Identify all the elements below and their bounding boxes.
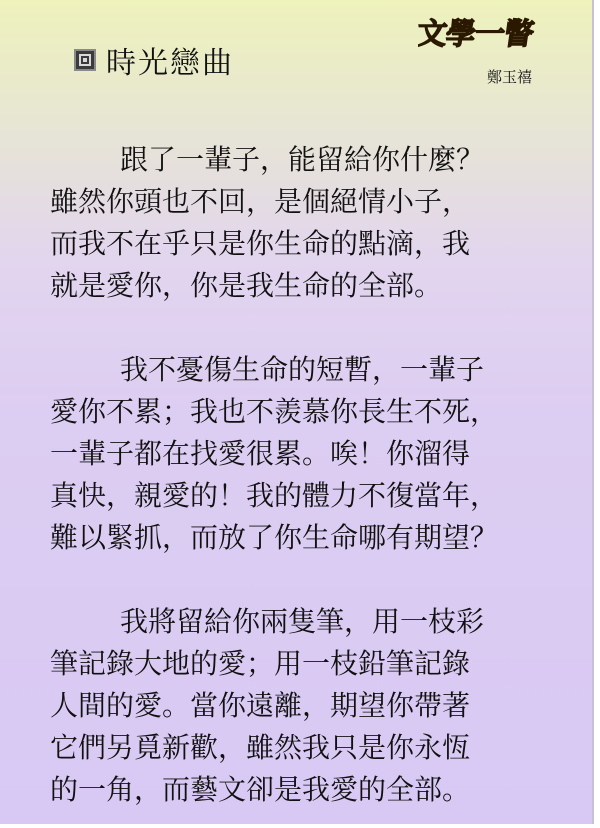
text-line: 它們另覓新歡，雖然我只是你永恆 bbox=[50, 731, 471, 764]
page-title: 時光戀曲 bbox=[106, 46, 234, 81]
text-line: 的一角，而藝文卻是我愛的全部。 bbox=[50, 773, 471, 806]
poem-body bbox=[50, 139, 590, 824]
text-line: 我不憂傷生命的短暫，一輩子 bbox=[120, 353, 485, 386]
text-line: 跟了一輩子，能留給你什麼？ bbox=[120, 143, 485, 176]
paragraph-1 bbox=[50, 139, 590, 307]
title-row bbox=[74, 38, 234, 82]
logo-text: 文學一瞥 bbox=[418, 17, 536, 52]
text-line: 雖然你頭也不回，是個絕情小子， bbox=[50, 185, 471, 218]
text-line: 真快，親愛的！我的體力不復當年， bbox=[50, 479, 499, 512]
text-line: 愛你不累；我也不羨慕你長生不死， bbox=[50, 395, 499, 428]
text-line: 難以緊抓，而放了你生命哪有期望？ bbox=[50, 521, 499, 554]
paragraph-2 bbox=[50, 349, 590, 559]
text-line: 就是愛你，你是我生命的全部。 bbox=[50, 269, 443, 302]
calligraphy-logo-graphic bbox=[418, 12, 538, 52]
text-line: 而我不在乎只是你生命的點滴，我 bbox=[50, 227, 471, 260]
text-line: 筆記錄大地的愛；用一枝鉛筆記錄 bbox=[50, 647, 471, 680]
calligraphy-logo bbox=[418, 12, 538, 52]
text-line: 一輩子都在找愛很累。唉！你溜得 bbox=[50, 437, 471, 470]
square-spiral-icon bbox=[74, 49, 96, 71]
text-line: 人間的愛。當你遠離，期望你帶著 bbox=[50, 689, 471, 722]
text-line: 我將留給你兩隻筆，用一枝彩 bbox=[120, 605, 485, 638]
paragraph-3 bbox=[50, 601, 590, 811]
author-name: 鄭玉禧 bbox=[487, 68, 533, 86]
